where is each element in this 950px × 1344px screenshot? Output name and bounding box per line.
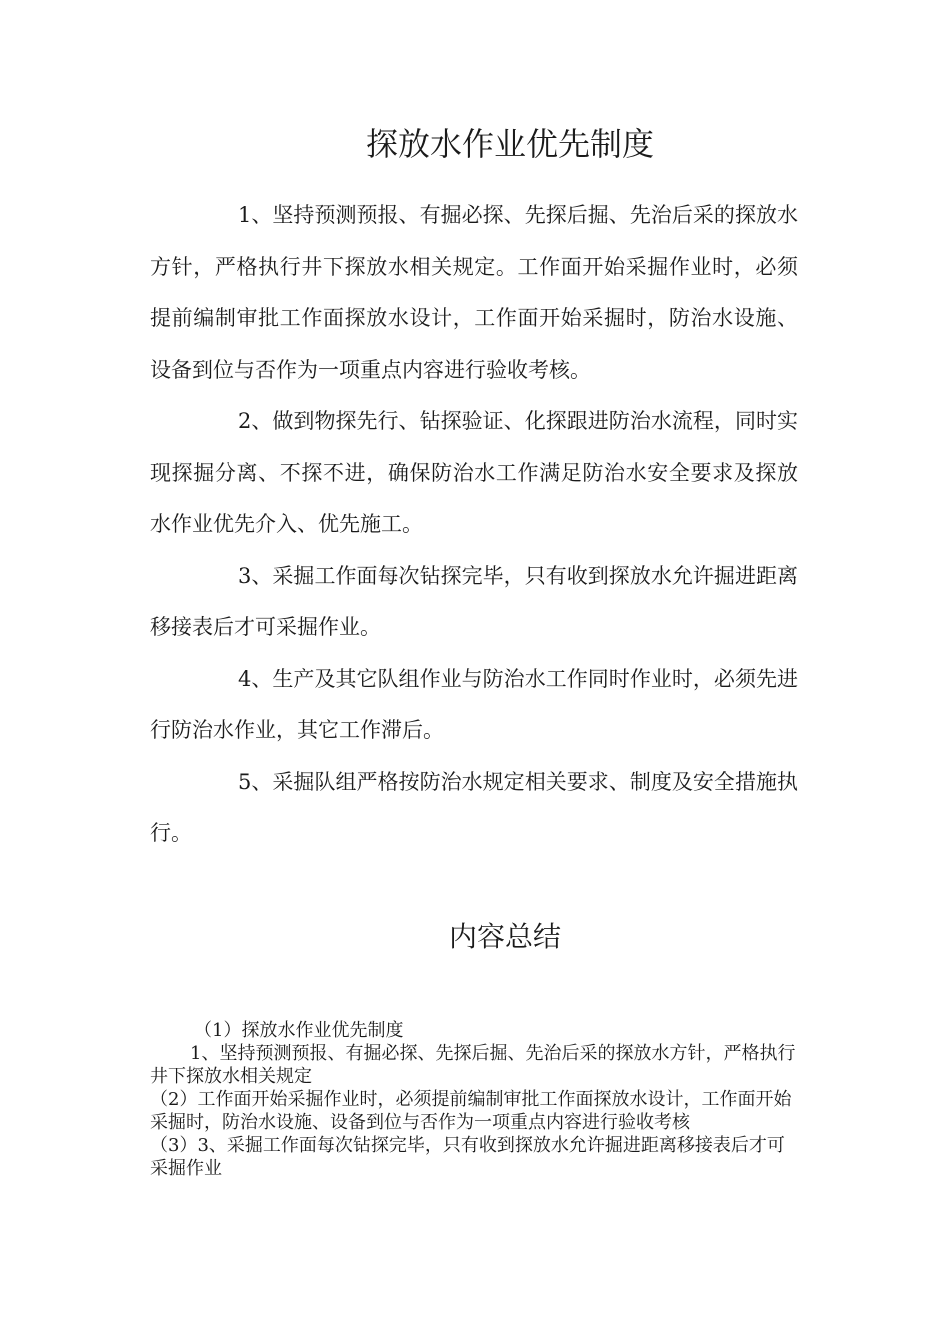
summary-title: 内容总结 [448, 920, 561, 953]
document-body [150, 190, 798, 860]
summary-item-1: （1）探放水作业优先制度 [194, 1020, 404, 1041]
document-title: 探放水作业优先制度 [365, 125, 654, 163]
summary-item-4: （3）3、采掘工作面每次钻探完毕，只有收到探放水允许掘进距离移接表后才可采掘作业 [150, 1135, 785, 1179]
paragraph-4: 4、生产及其它队组作业与防治水工作同时作业时，必须先进行防治水作业，其它工作滞后。 [150, 666, 798, 742]
paragraph-1: 1、坚持预测预报、有掘必探、先探后掘、先治后采的探放水方针，严格执行井下探放水相关规定。工作面开始采掘作业时，必须提前编制审批工作面探放水设计，工作面开始采掘时，防治水设施、设备到位与否作为一项重点内容进行验收考核。 [150, 203, 798, 382]
summary-item-2: 1、坚持预测预报、有掘必探、先探后掘、先治后采的探放水方针，严格执行井下探放水相关规定 [150, 1043, 796, 1087]
paragraph-5: 5、采掘队组严格按防治水规定相关要求、制度及安全措施执行。 [150, 769, 798, 845]
summary-item-3: （2）工作面开始采掘作业时，必须提前编制审批工作面探放水设计，工作面开始采掘时，防治水设施、设备到位与否作为一项重点内容进行验收考核 [150, 1089, 792, 1133]
paragraph-3: 3、采掘工作面每次钻探完毕，只有收到探放水允许掘进距离移接表后才可采掘作业。 [150, 563, 798, 639]
summary-body [150, 1019, 798, 1180]
paragraph-2: 2、做到物探先行、钻探验证、化探跟进防治水流程，同时实现探掘分离、不探不进，确保防治水工作满足防治水安全要求及探放水作业优先介入、优先施工。 [150, 409, 798, 536]
